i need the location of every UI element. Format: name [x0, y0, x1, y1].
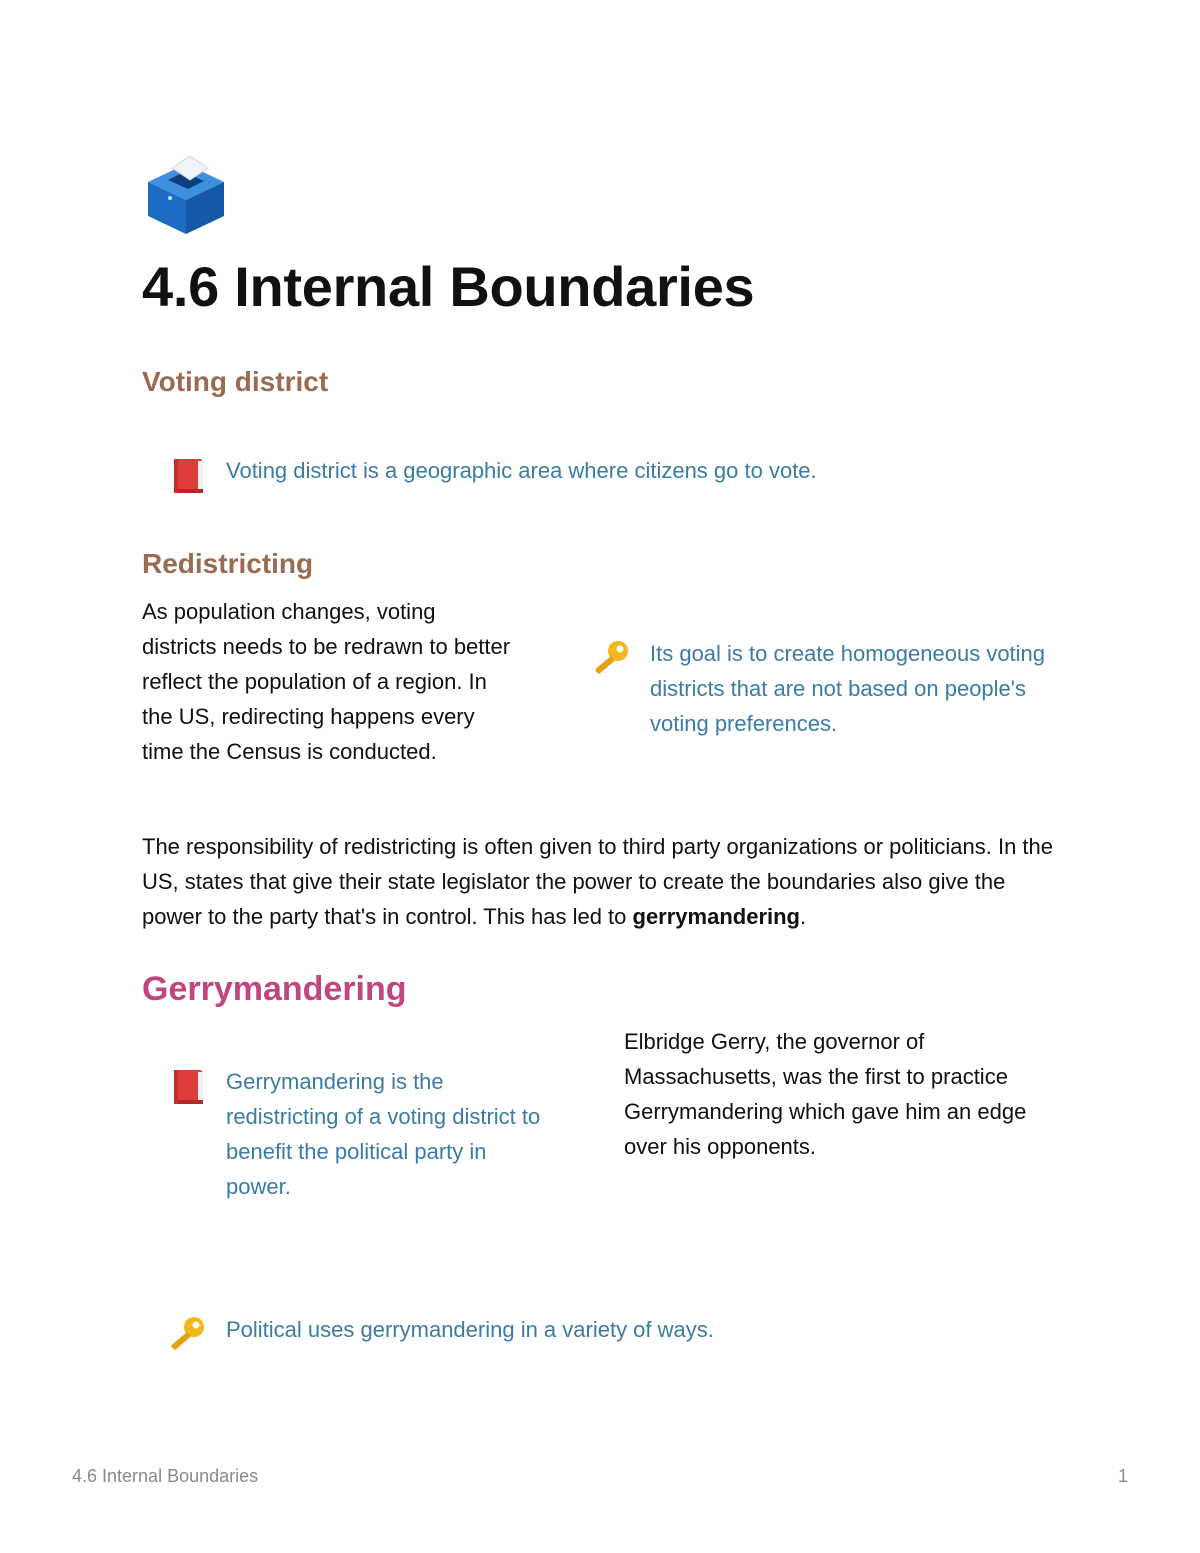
voting-district-callout	[168, 453, 928, 495]
gerrymandering-key-callout	[168, 1312, 928, 1354]
elbridge-gerry-paragraph: Elbridge Gerry, the governor of Massachusetts, was the first to practice Gerrymandering which gave him an edge over his opponents.	[624, 1029, 1027, 1159]
key-icon	[592, 638, 632, 678]
gerrymandering-callout	[168, 1064, 548, 1204]
ballot-box-icon	[144, 152, 228, 236]
redistricting-key-callout	[592, 636, 1052, 741]
gerrymandering-uses: Political uses gerrymandering in a variety of ways.	[226, 1317, 714, 1342]
voting-district-definition: Voting district is a geographic area where citizens go to vote.	[226, 458, 817, 483]
page-title: 4.6 Internal Boundaries	[142, 255, 755, 318]
gerrymandering-heading: Gerrymandering	[142, 970, 407, 1008]
redistricting-goal: Its goal is to create homogeneous voting districts that are not based on people's voting preferences.	[650, 641, 1046, 736]
voting-district-heading: Voting district	[142, 366, 329, 397]
gerrymandering-bold-term: gerrymandering	[632, 904, 800, 929]
redistricting-responsibility-paragraph: The responsibility of redistricting is often given to third party organizations or politicians. In the US, states that give their state legislator the power to create the boundaries also give the power to the party that's in control. This has led to gerrymandering.	[142, 834, 1054, 929]
key-icon	[168, 1314, 208, 1354]
redistricting-heading: Redistricting	[142, 548, 314, 579]
footer-title: 4.6 Internal Boundaries	[72, 1466, 259, 1486]
red-book-icon	[168, 455, 208, 495]
redistricting-description: As population changes, voting districts needs to be redrawn to better reflect the population of a region. In the US, redirecting happens every time the Census is conducted.	[142, 599, 511, 764]
footer-page-number: 1	[1117, 1466, 1128, 1486]
red-book-icon	[168, 1066, 208, 1106]
gerrymandering-definition: Gerrymandering is the redistricting of a voting district to benefit the political party in power.	[226, 1069, 541, 1199]
